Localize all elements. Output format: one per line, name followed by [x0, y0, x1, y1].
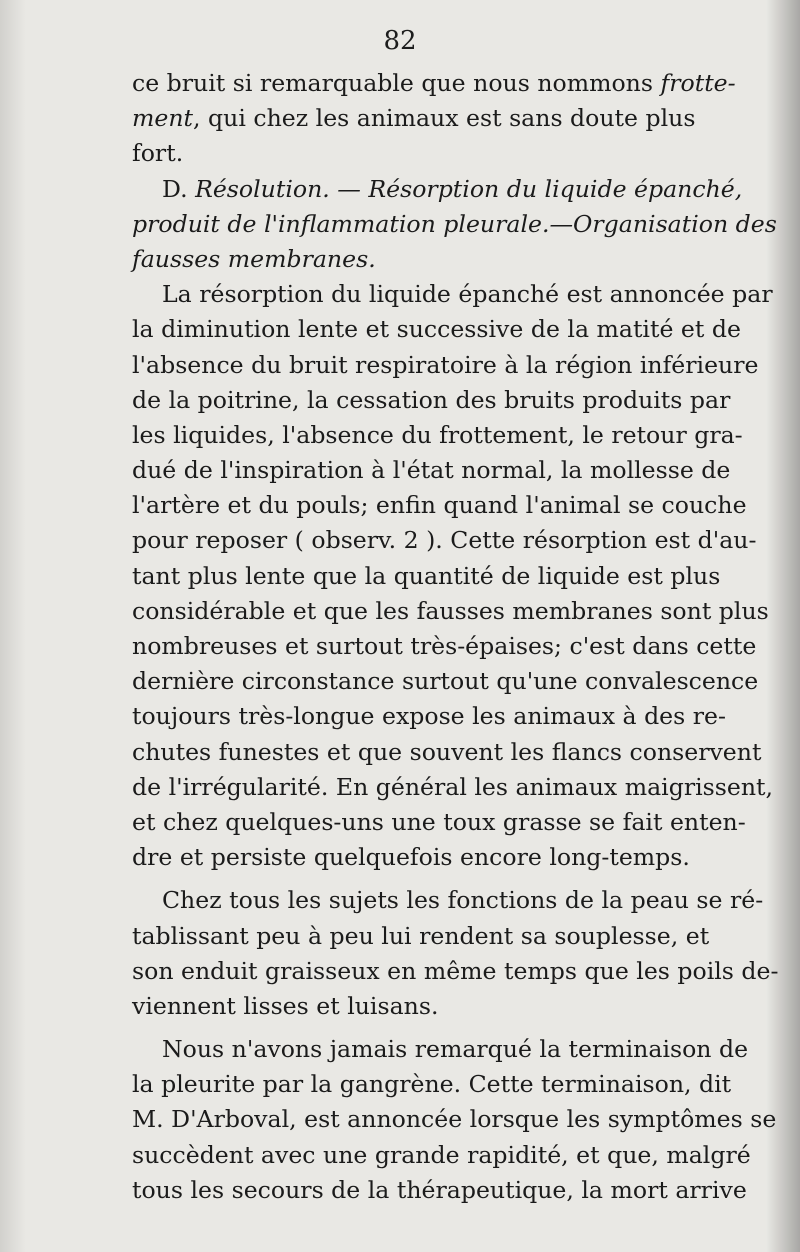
text-line: Nous n'avons jamais remarqué la terminaison de	[162, 1035, 749, 1064]
text-line: tous les secours de la thérapeutique, la mort arrive	[132, 1175, 747, 1204]
text-line: considérable et que les fausses membranes sont plus	[132, 596, 769, 625]
text-line: Chez tous les sujets les fonctions de la peau se ré-	[162, 886, 764, 915]
text-line: dernière circonstance surtout qu'une convalescence	[132, 667, 759, 696]
text-line: la pleurite par la gangrène. Cette terminaison, dit	[132, 1070, 732, 1099]
text-line: fort.	[132, 139, 184, 168]
text-line: chutes funestes et que souvent les flancs conservent	[132, 737, 762, 766]
text-line: nombreuses et surtout très-épaises; c'est dans cette	[132, 632, 757, 660]
text-line: l'absence du bruit respiratoire à la région inférieure	[132, 350, 759, 379]
text-line: produit de l'inflammation pleurale.—Organisation des	[132, 209, 777, 238]
text-line: tablissant peu à peu lui rendent sa souplesse, et	[132, 921, 710, 950]
text-line: tant plus lente que la quantité de liquide est plus	[132, 561, 721, 590]
body-text	[132, 66, 779, 1208]
text-line: la diminution lente et successive de la matité et de	[132, 315, 741, 344]
text-line: dué de l'inspiration à l'état normal, la mollesse de	[132, 456, 731, 485]
text-line: son enduit graisseux en même temps que les poils de-	[132, 956, 779, 985]
text-line: et chez quelques-uns une toux grasse se fait enten-	[132, 807, 746, 836]
text-line: D. Résolution. — Résorption du liquide épanché,	[162, 174, 743, 203]
text-line: pour reposer ( observ. 2 ). Cette résorption est d'au-	[132, 526, 757, 555]
text-line: toujours très-longue expose les animaux à des re-	[132, 702, 726, 731]
text-line: fausses membranes.	[132, 244, 376, 273]
text-line: les liquides, l'absence du frottement, le retour gra-	[132, 420, 743, 449]
text-line: viennent lisses et luisans.	[132, 991, 439, 1020]
paragraph-gap	[132, 875, 754, 883]
text-line: dre et persiste quelquefois encore long-temps.	[132, 843, 690, 872]
page-number: 82	[383, 26, 417, 56]
text-line: de l'irrégularité. En général les animaux maigrissent,	[132, 772, 774, 801]
text-line: succèdent avec une grande rapidité, et que, malgré	[132, 1140, 751, 1169]
text-line: de la poitrine, la cessation des bruits produits par	[132, 385, 731, 414]
text-line: ce bruit si remarquable que nous nommons frotte-	[132, 69, 736, 97]
text-line: La résorption du liquide épanché est annoncée par	[162, 280, 773, 309]
text-line: M. D'Arboval, est annoncée lorsque les symptômes se	[132, 1105, 777, 1134]
text-line: l'artère et du pouls; enfin quand l'animal se couche	[132, 491, 747, 520]
paragraph-gap	[132, 1024, 754, 1032]
text-line: ment, qui chez les animaux est sans doute plus	[132, 104, 696, 133]
